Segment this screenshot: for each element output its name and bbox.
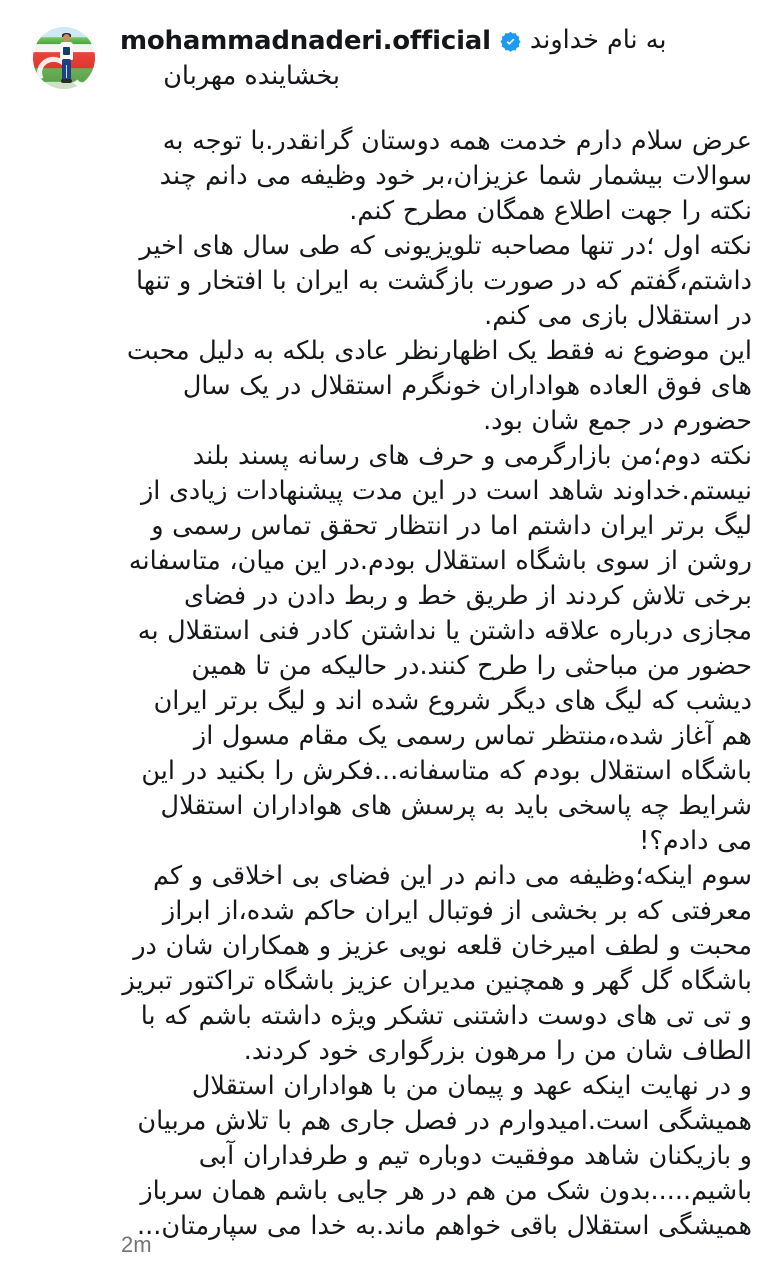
username-link[interactable]: mohammadnaderi.official <box>120 25 491 56</box>
lead-text-line-2: بخشاینده مهربان <box>163 61 340 91</box>
verified-badge-icon <box>500 31 521 52</box>
caption-paragraph: نکته اول ؛در تنها مصاحبه تلویزیونی که طی سال های اخیر داشتم،گفتم که در صورت بازگشت به ایران با افتخار و تنها در استقلال بازی می کنم. <box>135 231 752 331</box>
post-timestamp: 2m <box>121 1232 152 1257</box>
caption-paragraph: سوم اینکه؛وظیفه می دانم در این فضای بی اخلاقی و کم معرفتی که بر بخشی از فوتبال ایران حاکم شده،از ابراز محبت و لطف امیرخان قلعه نویی عزیز و همکاران شان در باشگاه گل گهر و همچنین مدیران عزیز باشگاه تراکتور تبریز و تی تی های دوست داشتنی تشکر ویژه داشته باشم که با الطاف شان من را مرهون بزرگواری خود کردند. <box>122 861 752 1066</box>
avatar-person-figure <box>59 34 74 84</box>
caption-paragraph: و در نهایت اینکه عهد و پیمان من با هواداران استقلال همیشگی است.امیدوارم در فصل جاری هم با تلاش مربیان و بازیکنان شاهد موفقیت دوباره تیم و طرفداران آبی باشیم.....بدون شک من هم در هر جایی باشم همان سرباز همیشگی استقلال باقی خواهم ماند.به خدا می سپارمتان... <box>137 1071 752 1241</box>
avatar[interactable] <box>33 27 95 89</box>
caption-paragraph: عرض سلام دارم خدمت همه دوستان گرانقدر.با توجه به سوالات بیشمار شما عزیزان،بر خود وظیفه می دانم چند نکته را جهت اطلاع همگان مطرح کنم. <box>159 126 752 226</box>
caption-paragraph: نکته دوم؛من بازارگرمی و حرف های رسانه پسند بلند نیستم.خداوند شاهد است در این مدت پیشنهادات زیادی از لیگ برتر ایران داشتم اما در انتظار تحقق تماس رسمی و روشن از سوی باشگاه استقلال بودم.در این میان، متاسفانه برخی تلاش کردند از طریق خط و ربط دادن در فضای مجازی درباره علاقه داشتن یا نداشتن کادر فنی استقلال به حضور من مباحثی را طرح کنند.در حالیکه من تا همین دیشب که لیگ های دیگر شروع شده اند و لیگ برتر ایران هم آغاز شده،منتظر تماس رسمی یک مقام مسول از باشگاه استقلال بودم که متاسفانه...فکرش را بکنید در این شرایط چه پاسخی باید به پرسش های هواداران استقلال می دادم؟! <box>128 441 752 856</box>
caption-body <box>118 124 752 1244</box>
lead-text-line-1: به نام خداوند <box>529 25 667 55</box>
username-row <box>120 24 760 58</box>
caption-paragraph: این موضوع نه فقط یک اظهارنظر عادی بلکه به دلیل محبت های فوق العاده هواداران خونگرم استقلال در یک سال حضورم در جمع شان بود. <box>126 336 752 436</box>
